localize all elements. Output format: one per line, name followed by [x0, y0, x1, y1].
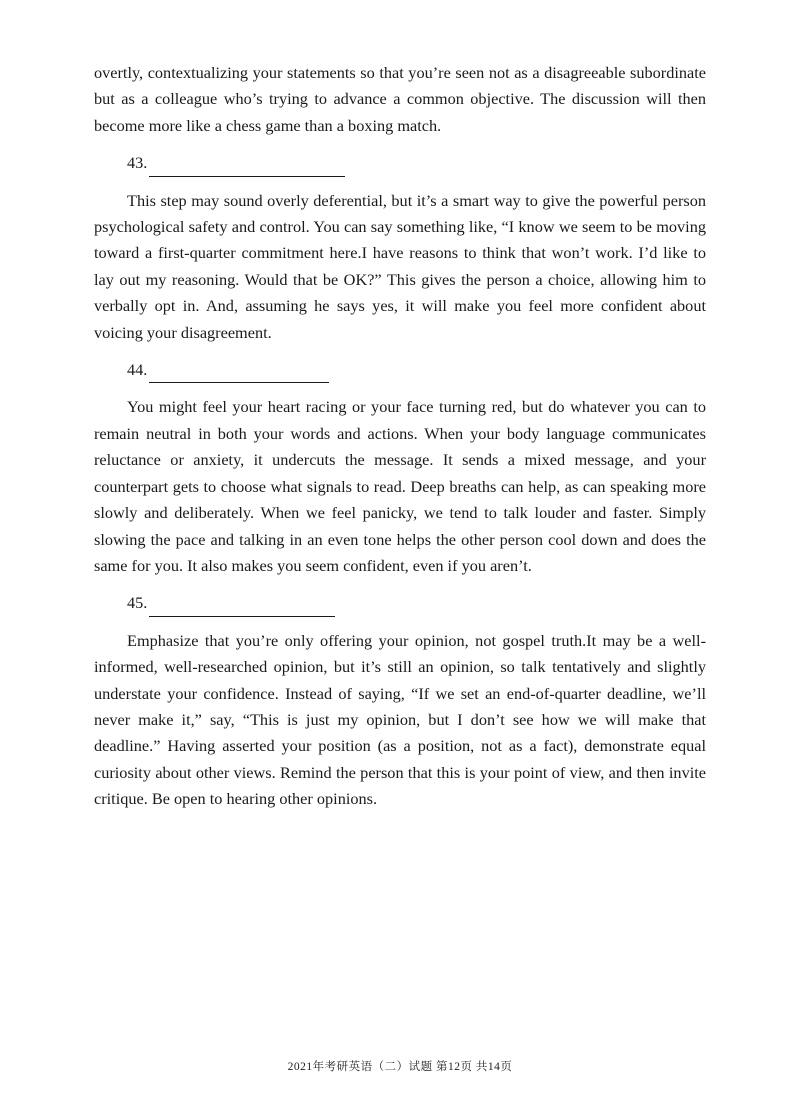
- paragraph-44: You might feel your heart racing or your face turning red, but do whatever you can to remain neutral in both your words and actions. When your body language communicates reluctance or anxiety, it undercuts the message. It sends a mixed message, and your counterpart gets to choose what signals to read. Deep breaths can help, as can speaking more slowly and deliberately. When we feel panicky, we tend to talk louder and faster. Simply slowing the pace and talking in an even tone helps the other person cool down and does the same for you. It also makes you seem confident, even if you aren’t.: [94, 397, 706, 575]
- question-number-45: 45.: [127, 593, 148, 613]
- question-43-blank: [94, 150, 706, 176]
- answer-blank-44[interactable]: [149, 364, 329, 383]
- question-number-43: 43.: [127, 153, 148, 173]
- answer-blank-45[interactable]: [149, 598, 335, 617]
- paragraph-continued: overtly, contextualizing your statements so that you’re seen not as a disagreeable subordinate but as a colleague who’s trying to advance a common objective. The discussion will then become more like a chess game than a boxing match.: [94, 63, 706, 135]
- page-footer: 2021年考研英语（二）试题 第12页 共14页: [287, 1061, 513, 1073]
- paragraph-45: Emphasize that you’re only offering your opinion, not gospel truth.It may be a well-informed, well-researched opinion, but it’s still an opinion, so talk tentatively and slightly understate your confidence. Instead of saying, “If we set an end-of-quarter deadline, we’ll never make it,” say, “This is just my opinion, but I don’t see how we will make that deadline.” Having asserted your position (as a position, not as a fact), demonstrate equal curiosity about other views. Remind the person that this is your point of view, and then invite critique. Be open to hearing other opinions.: [94, 630, 706, 809]
- question-number-44: 44.: [127, 360, 148, 380]
- exam-page-body: [94, 60, 706, 813]
- question-44-blank: [94, 357, 706, 383]
- question-45-blank: [94, 590, 706, 616]
- paragraph-43: This step may sound overly deferential, but it’s a smart way to give the powerful person psychological safety and control. You can say something like, “I know we seem to be moving toward a first-quarter commitment here.I have reasons to think that won’t work. I’d like to lay out my reasoning. Would that be OK?” This gives the person a choice, allowing him to verbally opt in. And, assuming he says yes, it will make you feel more confident about voicing your disagreement.: [94, 190, 706, 342]
- answer-blank-43[interactable]: [149, 158, 345, 177]
